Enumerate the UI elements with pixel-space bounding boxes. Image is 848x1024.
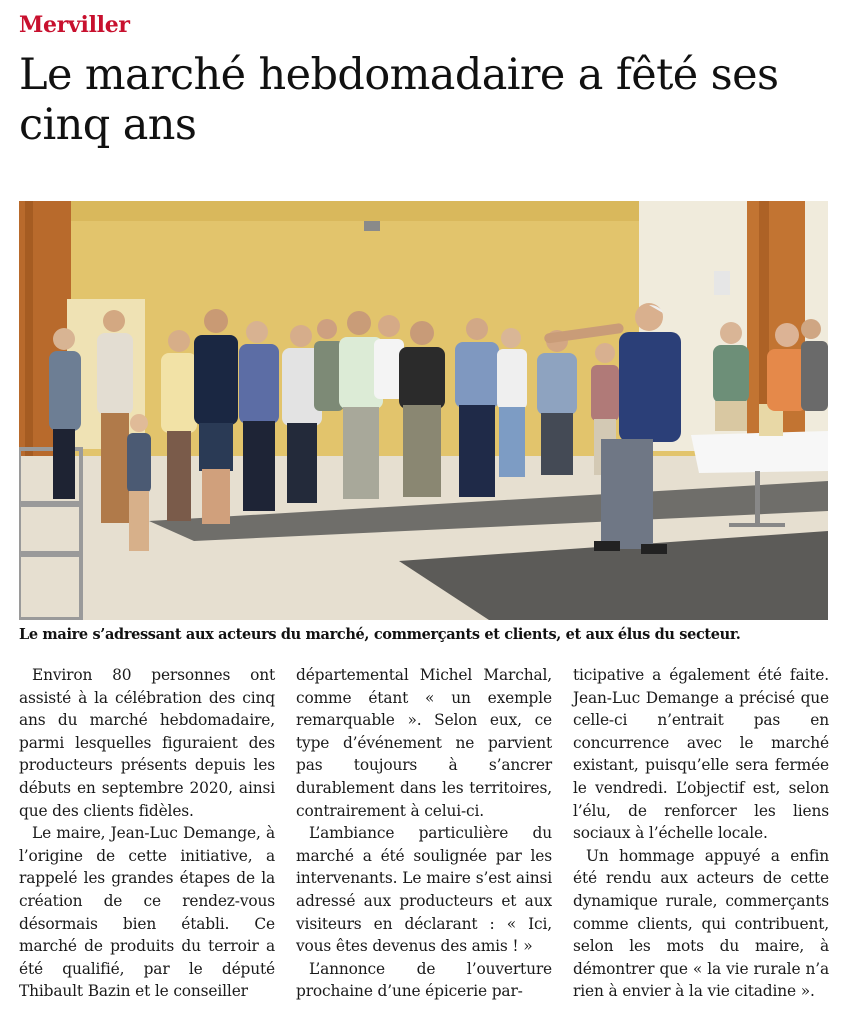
- crowd-photo-icon: [19, 201, 828, 620]
- photo-caption: Le maire s’adressant aux acteurs du marché, commerçants et clients, et aux élus du secteur.: [19, 626, 741, 643]
- article-paragraph: Un hommage appuyé a enfin été rendu aux acteurs de cette dynamique rurale, commerçants comme clients, qui contribuent, selon les mots du maire, à démontrer que « la vie rurale n’a rien à envier à la vie citadine ».: [573, 846, 829, 1001]
- article-paragraph: départemental Michel Marchal, comme étant « un exemple remarquable ». Selon eux, ce type d’événement ne parvient pas toujours à s’ancrer durablement dans les territoires, contrairement à celui-ci.: [296, 666, 552, 820]
- article-column-2: [296, 664, 552, 1003]
- article-column-1: [19, 664, 275, 1003]
- section-kicker: Merviller: [19, 12, 130, 38]
- article-headline: Le marché hebdomadaire a fêté ses cinq ans: [19, 50, 779, 150]
- article-paragraph: Le maire, Jean-Luc Demange, à l’origine de cette initiative, a rappelé les grandes étapes de la création de ce rendez-vous désormais bien établi. Ce marché de produits du terroir a été qualifié, par le député Thibault Bazin et le conseiller: [19, 824, 275, 1001]
- article-paragraph: L’ambiance particulière du marché a été soulignée par les intervenants. Le maire s’est ainsi adressé aux producteurs et aux visiteurs en déclarant : « Ici, vous êtes devenus des amis ! »: [296, 824, 552, 956]
- article-column-3: [573, 664, 829, 1003]
- article-paragraph: Environ 80 personnes ont assisté à la célébration des cinq ans du marché hebdomadaire, parmi lesquelles figuraient des producteurs présents depuis les débuts en septembre 2020, ainsi que des clients fidèles.: [19, 666, 275, 820]
- article-photo: [19, 201, 828, 620]
- article-paragraph: ticipative a également été faite. Jean-Luc Demange a précisé que celle-ci n’entrait pas en concurrence avec le marché existant, puisqu’elle sera fermée le vendredi. L’objectif est, selon l’élu, de renforcer les liens sociaux à l’échelle locale.: [573, 666, 829, 843]
- article-paragraph: L’annonce de l’ouverture prochaine d’une épicerie par-: [296, 959, 552, 1001]
